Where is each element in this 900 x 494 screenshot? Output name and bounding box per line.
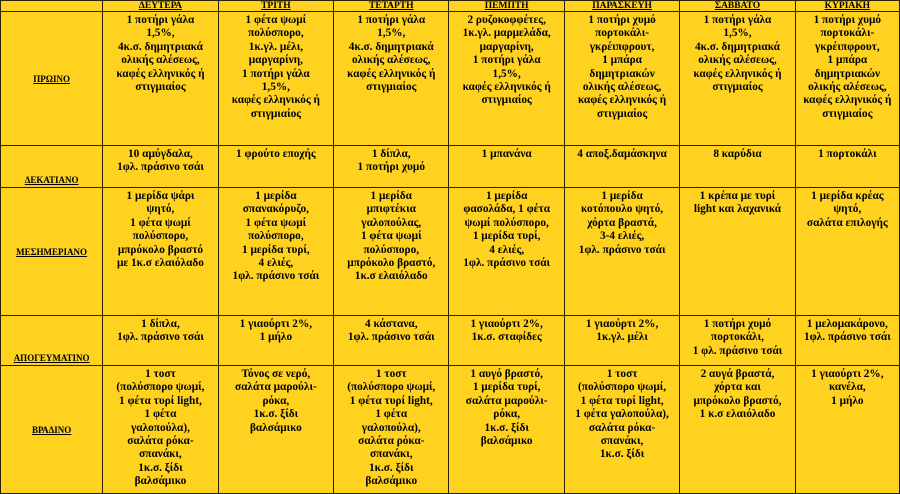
meal-cell: 1 γιαούρτι 2%, 1 μήλο: [218, 316, 333, 366]
meal-row-breakfast: [1, 12, 900, 146]
meal-cell: 1 μερίδα μπιφτέκια γαλοπούλας, 1 φέτα ψωμί πολύσπορο, μπρόκολο βραστό, 1κ.σ ελαιόλαδο: [334, 188, 449, 316]
meal-cell: 1 γιαούρτι 2%, κανέλα, 1 μήλο: [795, 366, 899, 494]
meal-cell: 1 δίπλα, 1 ποτήρι χυμό: [334, 146, 449, 188]
day-header-tuesday: ΤΡΙΤΗ: [218, 1, 333, 12]
meal-cell: 1 φέτα ψωμί πολύσπορο, 1κ.γλ. μέλι, μαργαρίνη, 1 ποτήρι γάλα 1,5%, καφές ελληνικός ή στιγμιαίος: [218, 12, 333, 146]
meal-cell: 2 ρυζοκοφφέτες, 1κ.γλ. μαρμελάδα, μαργαρίνη, 1 ποτήρι γάλα 1,5%, καφές ελληνικός ή στιγμιαίος: [449, 12, 564, 146]
meal-cell: 1 ποτήρι γάλα 1,5%, 4κ.σ. δημητριακά ολικής αλέσεως, καφές ελληνικός ή στιγμιαίος: [334, 12, 449, 146]
meal-cell: 2 αυγά βραστά, χόρτα και μπρόκολο βραστό, 1 κ.σ ελαιόλαδο: [680, 366, 795, 494]
meal-label-breakfast: ΠΡΩΙΝΟ: [1, 12, 103, 146]
day-header-friday: ΠΑΡΑΣΚΕΥΗ: [564, 1, 679, 12]
meal-cell: 1 μερίδα κρέας ψητό, σαλάτα επιλογής: [795, 188, 899, 316]
meal-label-afternoon-snack: ΑΠΟΓΕΥΜΑΤΙΝΟ: [1, 316, 103, 366]
day-header-thursday: ΠΕΜΠΤΗ: [449, 1, 564, 12]
meal-row-afternoon-snack: [1, 316, 900, 366]
day-header-sunday: ΚΥΡΙΑΚΗ: [795, 1, 899, 12]
corner-cell: [1, 1, 103, 12]
meal-cell: 1 αυγό βραστό, 1 μερίδα τυρί, σαλάτα μαρούλι- ρόκα, 1κ.σ. ξίδι βαλσάμικο: [449, 366, 564, 494]
day-header-row: [1, 1, 900, 12]
meal-cell: 1 γιαούρτι 2%, 1κ.σ. σταφίδες: [449, 316, 564, 366]
meal-row-dinner: [1, 366, 900, 494]
meal-row-lunch: [1, 188, 900, 316]
day-header-saturday: ΣΑΒΒΑΤΟ: [680, 1, 795, 12]
day-header-monday: ΔΕΥΤΕΡΑ: [103, 1, 218, 12]
meal-cell: 1 μερίδα κοτόπουλο ψητό, χόρτα βραστά, 3-4 ελιές, 1φλ. πράσινο τσάι: [564, 188, 679, 316]
meal-cell: 1 ποτήρι χυμό πορτοκάλι- γκρέιπφρουτ, 1 μπάρα δημητριακών ολικής αλέσεως, καφές ελληνικός ή στιγμιαίος: [564, 12, 679, 146]
meal-label-dinner: ΒΡΑΔΙΝΟ: [1, 366, 103, 494]
meal-cell: 1 τοστ (πολύσπορο ψωμί, 1 φέτα τυρί light, 1 φέτα γαλοπούλα), σαλάτα ρόκα- σπανάκι, 1κ.σ. ξίδι βαλσάμικο: [103, 366, 218, 494]
meal-cell: 1 τοστ (πολύσπορο ψωμί, 1 φέτα τυρί light, 1 φέτα γαλοπούλα), σαλάτα ρόκα- σπανάκι, 1κ.σ. ξίδι βαλσάμικο: [334, 366, 449, 494]
meal-cell: 4 αποξ.δαμάσκηνα: [564, 146, 679, 188]
meal-row-morning-snack: [1, 146, 900, 188]
meal-cell: 1 δίπλα, 1φλ. πράσινο τσάι: [103, 316, 218, 366]
meal-cell: 1 μπανάνα: [449, 146, 564, 188]
meal-cell: Τόνος σε νερό, σαλάτα μαρούλι- ρόκα, 1κ.σ. ξίδι βαλσάμικο: [218, 366, 333, 494]
meal-cell: 10 αμύγδαλα, 1φλ. πράσινο τσάι: [103, 146, 218, 188]
meal-cell: 1 φρούτο εποχής: [218, 146, 333, 188]
meal-cell: 1 ποτήρι χυμό πορτοκάλι, 1 φλ. πράσινο τσάι: [680, 316, 795, 366]
meal-label-morning-snack: ΔΕΚΑΤΙΑΝΟ: [1, 146, 103, 188]
meal-cell: 1 μερίδα σπανακόρυζο, 1 φέτα ψωμί πολύσπορο, 1 μερίδα τυρί, 4 ελιές, 1φλ. πράσινο τσάι: [218, 188, 333, 316]
meal-cell: 1 μερίδα φασολάδα, 1 φέτα ψωμί πολύσπορο, 1 μερίδα τυρί, 4 ελιές, 1φλ. πράσινο τσάι: [449, 188, 564, 316]
meal-cell: 8 καρύδια: [680, 146, 795, 188]
meal-cell: 4 κάστανα, 1φλ. πράσινο τσάι: [334, 316, 449, 366]
meal-cell: 1 μελομακάρονο, 1φλ. πράσινο τσάι: [795, 316, 899, 366]
day-header-wednesday: ΤΕΤΑΡΤΗ: [334, 1, 449, 12]
meal-cell: 1 ποτήρι χυμό πορτοκάλι- γκρέιπφρουτ, 1 μπάρα δημητριακών ολικής αλέσεως, καφές ελληνικός ή στιγμιαίος: [795, 12, 899, 146]
meal-cell: 1 τοστ (πολύσπορο ψωμί, 1 φέτα τυρί light, 1 φέτα γαλοπούλα), σαλάτα ρόκα- σπανάκι, 1κ.σ. ξίδι: [564, 366, 679, 494]
meal-cell: 1 πορτοκάλι: [795, 146, 899, 188]
meal-label-lunch: ΜΕΣΗΜΕΡΙΑΝΟ: [1, 188, 103, 316]
meal-cell: 1 ποτήρι γάλα 1,5%, 4κ.σ. δημητριακά ολικής αλέσεως, καφές ελληνικός ή στιγμιαίος: [103, 12, 218, 146]
meal-cell: 1 κρέπα με τυρί light και λαχανικά: [680, 188, 795, 316]
meal-cell: 1 ποτήρι γάλα 1,5%, 4κ.σ. δημητριακά ολικής αλέσεως, καφές ελληνικός ή στιγμιαίος: [680, 12, 795, 146]
meal-cell: 1 γιαούρτι 2%, 1κ.γλ. μέλι: [564, 316, 679, 366]
meal-cell: 1 μερίδα ψάρι ψητό, 1 φέτα ψωμί πολύσπορο, μπρόκολο βραστό με 1κ.σ ελαιόλαδο: [103, 188, 218, 316]
